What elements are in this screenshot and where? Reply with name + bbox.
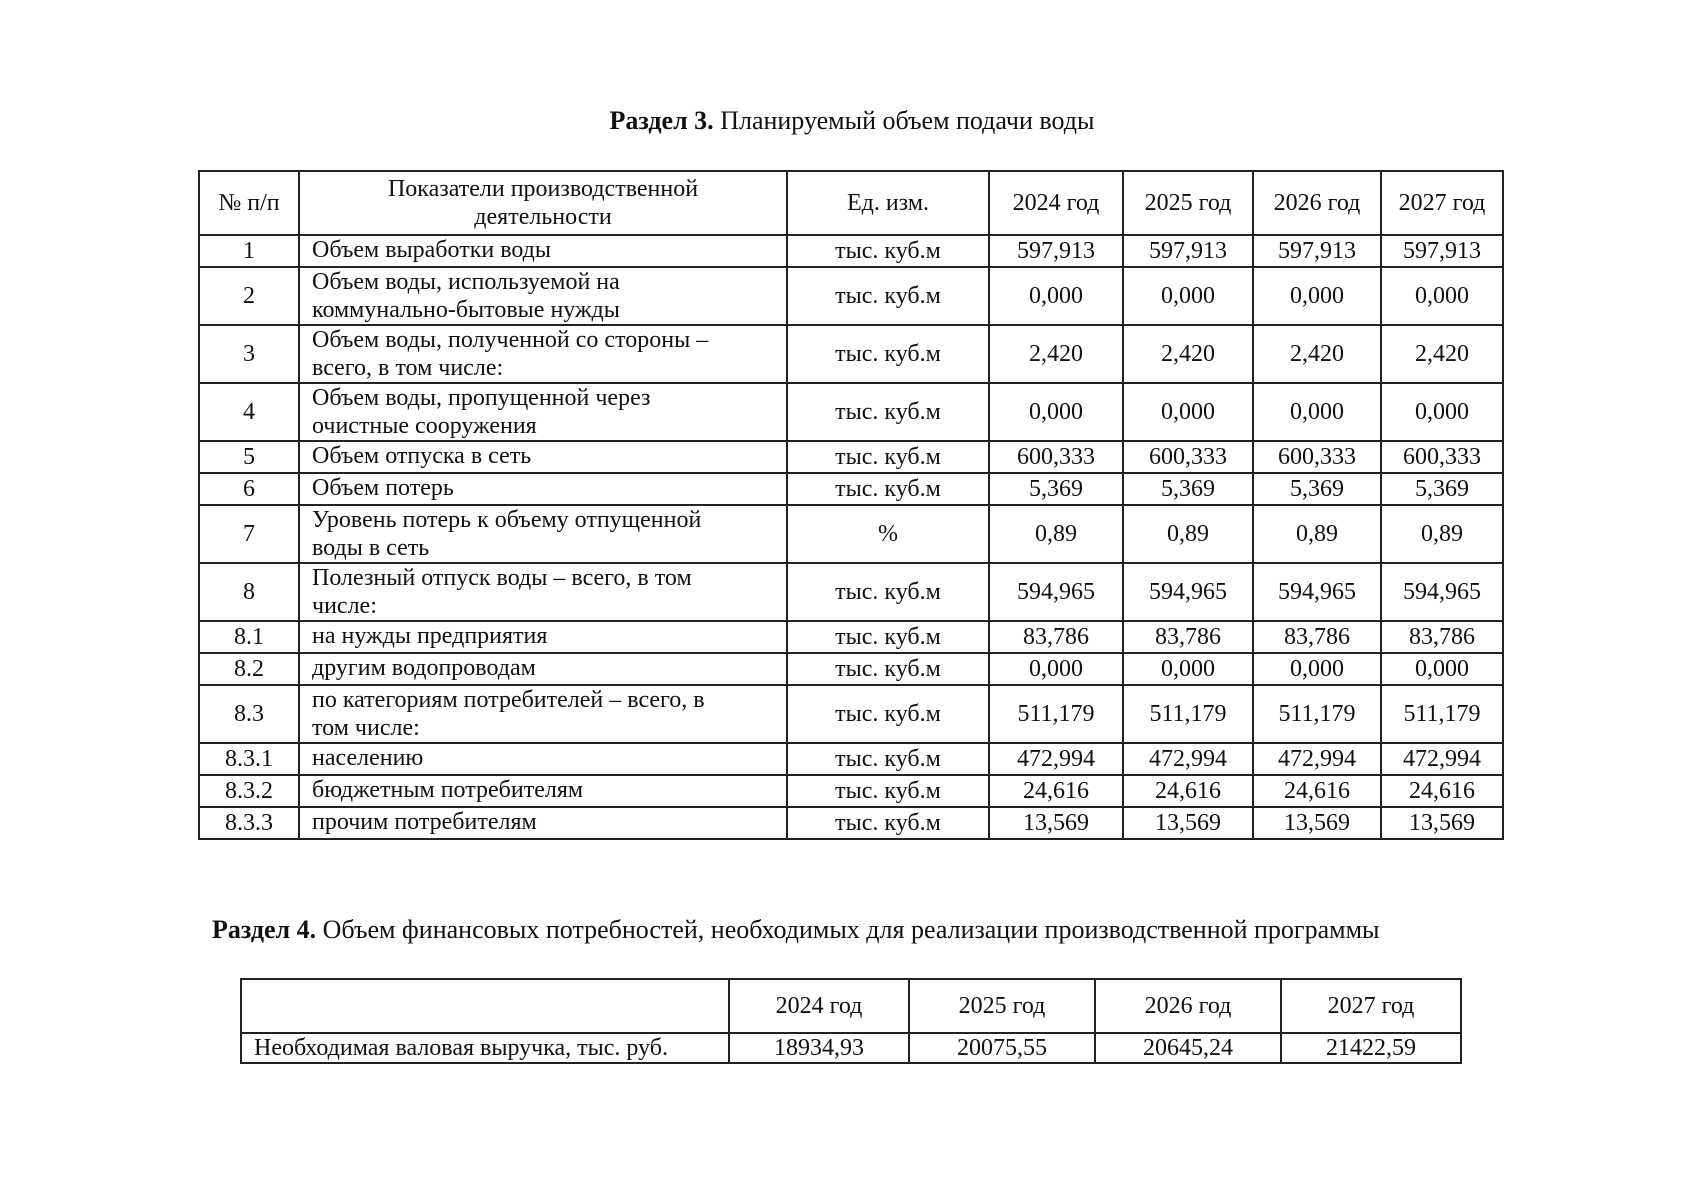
section-3-title-bold: Раздел 3. (609, 106, 714, 135)
indicator-line2: коммунально-бытовые нужды (312, 297, 620, 323)
cell-2025: 600,333 (1123, 441, 1253, 473)
indicator-line1: Объем воды, используемой на (312, 269, 620, 295)
cell-2026: 472,994 (1253, 743, 1381, 775)
cell-num: 4 (199, 383, 299, 441)
cell-num: 6 (199, 473, 299, 505)
table-row (199, 743, 1503, 775)
table-row (199, 775, 1503, 807)
cell-2025: 5,369 (1123, 473, 1253, 505)
table-row (199, 807, 1503, 839)
cell-unit: тыс. куб.м (787, 563, 989, 621)
cell-2026: 511,179 (1253, 685, 1381, 743)
cell-unit: тыс. куб.м (787, 473, 989, 505)
cell-num: 8.3 (199, 685, 299, 743)
header-2027: 2027 год (1281, 979, 1461, 1033)
cell-2026: 13,569 (1253, 807, 1381, 839)
cell-2024: 597,913 (989, 235, 1123, 267)
financial-needs-table (240, 978, 1462, 1064)
table-row (199, 685, 1503, 743)
cell-2025: 597,913 (1123, 235, 1253, 267)
cell-unit: тыс. куб.м (787, 621, 989, 653)
cell-indicator (299, 563, 787, 621)
cell-2027: 511,179 (1381, 685, 1503, 743)
cell-2024: 24,616 (989, 775, 1123, 807)
table-row (199, 505, 1503, 563)
cell-unit: тыс. куб.м (787, 383, 989, 441)
cell-indicator (299, 775, 787, 807)
header-blank (241, 979, 729, 1033)
water-supply-table (198, 170, 1504, 840)
indicator-line1: Полезный отпуск воды – всего, в том (312, 565, 692, 591)
cell-unit: тыс. куб.м (787, 235, 989, 267)
header-2025: 2025 год (1123, 171, 1253, 235)
cell-unit: тыс. куб.м (787, 653, 989, 685)
water-supply-table-body (199, 235, 1503, 839)
cell-2027: 2,420 (1381, 325, 1503, 383)
cell-2027: 13,569 (1381, 807, 1503, 839)
cell-indicator (299, 267, 787, 325)
cell-unit: тыс. куб.м (787, 441, 989, 473)
cell-2027: 24,616 (1381, 775, 1503, 807)
cell-2025: 20075,55 (909, 1033, 1095, 1063)
header-2024: 2024 год (729, 979, 909, 1033)
cell-num: 8 (199, 563, 299, 621)
cell-num: 8.1 (199, 621, 299, 653)
cell-2026: 5,369 (1253, 473, 1381, 505)
table-row (199, 473, 1503, 505)
section-4-title (212, 915, 1380, 945)
cell-indicator (299, 441, 787, 473)
table-row (199, 621, 1503, 653)
cell-2027: 21422,59 (1281, 1033, 1461, 1063)
header-2026: 2026 год (1095, 979, 1281, 1033)
cell-unit: тыс. куб.м (787, 775, 989, 807)
cell-2027: 0,000 (1381, 653, 1503, 685)
cell-2025: 2,420 (1123, 325, 1253, 383)
indicator-line1: по категориям потребителей – всего, в (312, 687, 705, 713)
indicator-line2: очистные сооружения (312, 413, 537, 439)
indicator-line2: числе: (312, 593, 377, 619)
indicator-line2: том числе: (312, 715, 420, 741)
cell-2026: 0,000 (1253, 653, 1381, 685)
header-indicator-line2: деятельности (474, 204, 612, 230)
cell-2026: 0,89 (1253, 505, 1381, 563)
cell-2024: 0,89 (989, 505, 1123, 563)
header-2026: 2026 год (1253, 171, 1381, 235)
indicator-line2: всего, в том числе: (312, 355, 504, 381)
cell-indicator (299, 685, 787, 743)
cell-2025: 24,616 (1123, 775, 1253, 807)
table-row (199, 441, 1503, 473)
section-4-title-text: Объем финансовых потребностей, необходимых для реализации производственной программы (316, 915, 1380, 944)
cell-2025: 594,965 (1123, 563, 1253, 621)
cell-indicator (299, 505, 787, 563)
table-row (199, 267, 1503, 325)
cell-unit: тыс. куб.м (787, 743, 989, 775)
cell-2024: 18934,93 (729, 1033, 909, 1063)
cell-2024: 472,994 (989, 743, 1123, 775)
cell-2026: 597,913 (1253, 235, 1381, 267)
cell-2025: 0,000 (1123, 653, 1253, 685)
header-2027: 2027 год (1381, 171, 1503, 235)
cell-2027: 0,000 (1381, 267, 1503, 325)
indicator-line1: населению (312, 745, 424, 771)
table-row (199, 235, 1503, 267)
cell-2025: 0,000 (1123, 383, 1253, 441)
cell-unit: % (787, 505, 989, 563)
cell-num: 8.3.1 (199, 743, 299, 775)
cell-unit: тыс. куб.м (787, 267, 989, 325)
cell-2025: 511,179 (1123, 685, 1253, 743)
cell-2026: 594,965 (1253, 563, 1381, 621)
table-row (241, 1033, 1461, 1063)
cell-2024: 2,420 (989, 325, 1123, 383)
cell-num: 7 (199, 505, 299, 563)
table-row (199, 383, 1503, 441)
cell-indicator (299, 325, 787, 383)
table-row (199, 563, 1503, 621)
table-row (199, 653, 1503, 685)
section-3-title-text: Планируемый объем подачи воды (713, 106, 1095, 135)
header-num: № п/п (199, 171, 299, 235)
cell-num: 5 (199, 441, 299, 473)
cell-2024: 594,965 (989, 563, 1123, 621)
header-indicator-line1: Показатели производственной (387, 176, 699, 202)
cell-2027: 472,994 (1381, 743, 1503, 775)
cell-2026: 0,000 (1253, 383, 1381, 441)
cell-2026: 600,333 (1253, 441, 1381, 473)
cell-2027: 600,333 (1381, 441, 1503, 473)
cell-2027: 0,89 (1381, 505, 1503, 563)
cell-2027: 0,000 (1381, 383, 1503, 441)
cell-num: 8.2 (199, 653, 299, 685)
cell-indicator (299, 743, 787, 775)
section-4-title-bold: Раздел 4. (212, 915, 317, 944)
indicator-line2: воды в сеть (312, 535, 430, 561)
cell-2024: 511,179 (989, 685, 1123, 743)
table-row (199, 325, 1503, 383)
cell-2024: 0,000 (989, 653, 1123, 685)
cell-2024: 0,000 (989, 267, 1123, 325)
section-3-title (0, 106, 1704, 136)
cell-2027: 83,786 (1381, 621, 1503, 653)
indicator-line1: бюджетным потребителям (312, 777, 584, 803)
row-label: Необходимая валовая выручка, тыс. руб. (241, 1033, 729, 1063)
cell-unit: тыс. куб.м (787, 325, 989, 383)
cell-2025: 13,569 (1123, 807, 1253, 839)
table-header-row (199, 171, 1503, 235)
indicator-line1: на нужды предприятия (312, 623, 548, 649)
cell-2027: 5,369 (1381, 473, 1503, 505)
cell-indicator (299, 235, 787, 267)
cell-2027: 594,965 (1381, 563, 1503, 621)
indicator-line1: другим водопроводам (312, 655, 536, 681)
indicator-line1: Объем отпуска в сеть (312, 443, 532, 469)
cell-indicator (299, 807, 787, 839)
cell-2024: 0,000 (989, 383, 1123, 441)
cell-2024: 600,333 (989, 441, 1123, 473)
cell-indicator (299, 653, 787, 685)
header-indicator (299, 171, 787, 235)
indicator-line1: Объем воды, пропущенной через (312, 385, 651, 411)
indicator-line1: прочим потребителям (312, 809, 537, 835)
cell-2025: 0,000 (1123, 267, 1253, 325)
indicator-line1: Уровень потерь к объему отпущенной (312, 507, 702, 533)
cell-2026: 0,000 (1253, 267, 1381, 325)
cell-num: 1 (199, 235, 299, 267)
cell-2026: 83,786 (1253, 621, 1381, 653)
cell-indicator (299, 621, 787, 653)
cell-indicator (299, 383, 787, 441)
cell-2026: 20645,24 (1095, 1033, 1281, 1063)
indicator-line1: Объем выработки воды (312, 237, 552, 263)
cell-unit: тыс. куб.м (787, 685, 989, 743)
cell-2024: 83,786 (989, 621, 1123, 653)
cell-2026: 24,616 (1253, 775, 1381, 807)
cell-2026: 2,420 (1253, 325, 1381, 383)
cell-2025: 0,89 (1123, 505, 1253, 563)
cell-2025: 472,994 (1123, 743, 1253, 775)
cell-num: 8.3.2 (199, 775, 299, 807)
cell-num: 8.3.3 (199, 807, 299, 839)
header-unit: Ед. изм. (787, 171, 989, 235)
indicator-line1: Объем потерь (312, 475, 454, 501)
cell-2024: 13,569 (989, 807, 1123, 839)
cell-2024: 5,369 (989, 473, 1123, 505)
cell-2025: 83,786 (1123, 621, 1253, 653)
cell-indicator (299, 473, 787, 505)
indicator-line1: Объем воды, полученной со стороны – (312, 327, 709, 353)
header-2025: 2025 год (909, 979, 1095, 1033)
header-2024: 2024 год (989, 171, 1123, 235)
cell-2027: 597,913 (1381, 235, 1503, 267)
cell-num: 2 (199, 267, 299, 325)
cell-unit: тыс. куб.м (787, 807, 989, 839)
cell-num: 3 (199, 325, 299, 383)
table-header-row (241, 979, 1461, 1033)
